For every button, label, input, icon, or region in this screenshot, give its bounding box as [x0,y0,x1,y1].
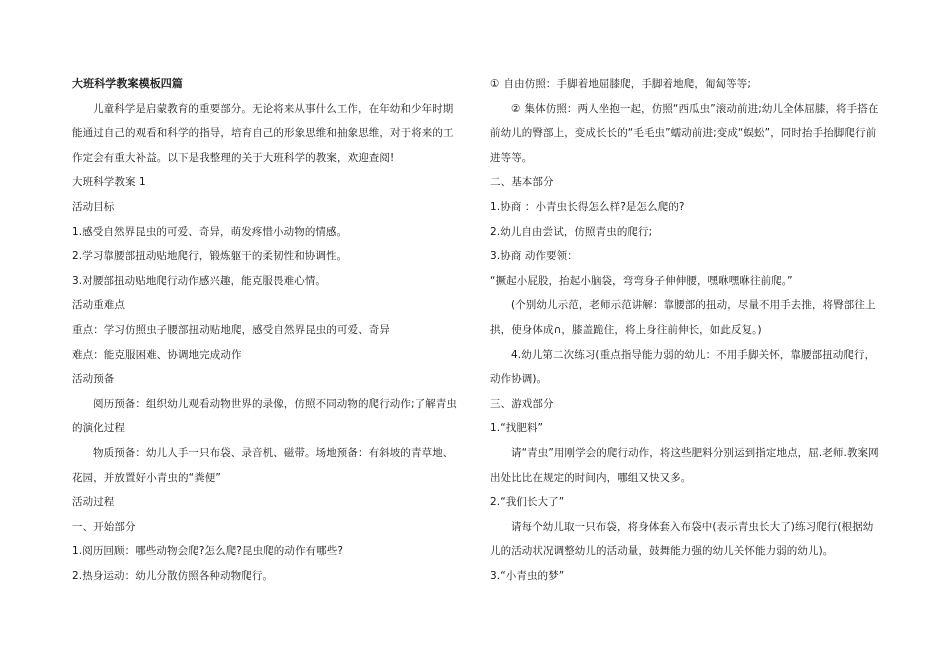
paragraph-text: 集体仿照：两人坐抱一起，仿照“西瓜虫”滚动前进;幼儿全体屈膝，将手搭在前幼儿的臀部上，变成长长的“毛毛虫”蠕动前进;变成“蜈蚣”，同时抬手抬脚爬行前进等等。 [490,102,879,164]
right-paragraph [490,195,880,220]
right-paragraph [490,269,880,294]
right-paragraph [490,515,880,564]
list-marker: ① [490,78,500,90]
right-paragraph [490,343,880,392]
right-paragraph [490,170,880,195]
paragraph-text: 难点：能克服困难、协调地完成动作 [72,348,242,361]
paragraph-text: 4.幼儿第二次练习(重点指导能力弱的幼儿：不用手脚关怀，靠腰部扭动爬行，动作协调)。 [490,348,876,386]
list-marker: ② [511,102,521,115]
right-paragraph [490,564,880,589]
right-paragraph [490,72,880,97]
left-paragraph [72,441,462,490]
right-column [490,72,880,588]
left-paragraph [72,170,462,195]
paragraph-text: 1.感受自然界昆虫的可爱、奇异，萌发疼惜小动物的情感。 [72,225,348,238]
right-paragraph [490,293,880,342]
paragraph-text: 活动预备 [72,373,115,386]
paragraph-text: 2.学习靠腰部扭动贴地爬行，锻炼躯干的柔韧性和协调性。 [72,250,348,263]
paragraph-text: 活动过程 [72,496,115,509]
paragraph-text: 2.热身运动：幼儿分散仿照各种动物爬行。 [72,569,274,582]
paragraph-text: 3.对腰部扭动贴地爬行动作感兴趣，能克服畏难心情。 [72,274,327,287]
left-paragraph [72,392,462,441]
paragraph-text: 2.幼儿自由尝试，仿照青虫的爬行; [490,225,653,238]
paragraph-text: 重点：学习仿照虫子腰部扭动贴地爬，感受自然界昆虫的可爱、奇异 [72,323,390,336]
paragraph-text: 请每个幼儿取一只布袋，将身体套入布袋中(表示青虫长大了)练习爬行(根据幼儿的活动状况调整幼儿的活动量，鼓舞能力强的幼儿关怀能力弱的幼儿)。 [490,520,874,558]
right-paragraph [490,244,880,269]
paragraph-text: 大班科学教案 1 [72,176,146,189]
left-paragraph [72,318,462,343]
paragraph-text: 三、游戏部分 [490,397,554,410]
left-paragraph [72,367,462,392]
paragraph-text: 阅历预备：组织幼儿观看动物世界的录像，仿照不同动物的爬行动作;了解青虫的演化过程 [72,397,458,435]
left-paragraph [72,539,462,564]
left-paragraph [72,293,462,318]
paragraph-text: 一、开始部分 [72,520,136,533]
document-title [72,72,462,97]
paragraph-text: 物质预备：幼儿人手一只布袋、录音机、磁带。场地预备：有斜坡的青草地、花园，并放置好小青虫的“粪便” [72,446,454,484]
right-paragraph [490,97,880,171]
left-paragraph [72,244,462,269]
paragraph-text: 请“青虫”用刚学会的爬行动作，将这些肥料分别运到指定地点，屈.老师.教案网出处比比在规定的时间内，哪组又快又多。 [490,446,879,484]
left-paragraph [72,515,462,540]
right-paragraph [490,490,880,515]
left-paragraph [72,490,462,515]
left-paragraph [72,195,462,220]
right-paragraph [490,416,880,441]
paragraph-text: 二、基本部分 [490,176,554,189]
paragraph-text: 2.“我们长大了” [490,496,565,509]
left-paragraph [72,220,462,245]
paragraph-text: 活动重难点 [72,299,125,312]
paragraph-text: 活动目标 [72,200,115,213]
paragraph-text: 1.阅历回顾：哪些动物会爬?怎么爬?昆虫爬的动作有哪些? [72,545,344,558]
paragraph-text: 3.“小青虫的梦” [490,569,565,582]
left-paragraph [72,564,462,589]
right-paragraph [490,392,880,417]
paragraph-text: 3.协商 动作要领： [490,250,578,263]
paragraph-text: 1.协商 ：小青虫长得怎么样?是怎么爬的? [490,200,685,213]
paragraph-text: 大班科学教案模板四篇 [72,77,183,90]
left-paragraph [72,97,462,171]
paragraph-text: (个别幼儿示范，老师示范讲解：靠腰部的扭动，尽量不用手去推，将臀部往上拱，使身体成∩，膝盖跪住，将上身往前伸长，如此反复。) [490,299,876,336]
paragraph-text: “撅起小屁股，抬起小脑袋，弯弯身子伸伸腰，嘿咻嘿咻往前爬。” [490,274,793,287]
paragraph-text: 儿童科学是启蒙教育的重要部分。无论将来从事什么工作，在年幼和少年时期能通过自己的观看和科学的指导，培育自己的形象思维和抽象思维，对于将来的工作定会有重大补益。以下是我整理的关于大班科学的教案，欢迎查阅! [72,102,454,164]
right-paragraph [490,220,880,245]
paragraph-text: 自由仿照：手脚着地屈膝爬，手脚着地爬，匍匐等等; [503,78,751,90]
paragraph-text: 1.“找肥料” [490,422,544,435]
left-paragraph [72,343,462,368]
left-column [72,72,462,588]
left-paragraph [72,269,462,294]
right-paragraph [490,441,880,490]
